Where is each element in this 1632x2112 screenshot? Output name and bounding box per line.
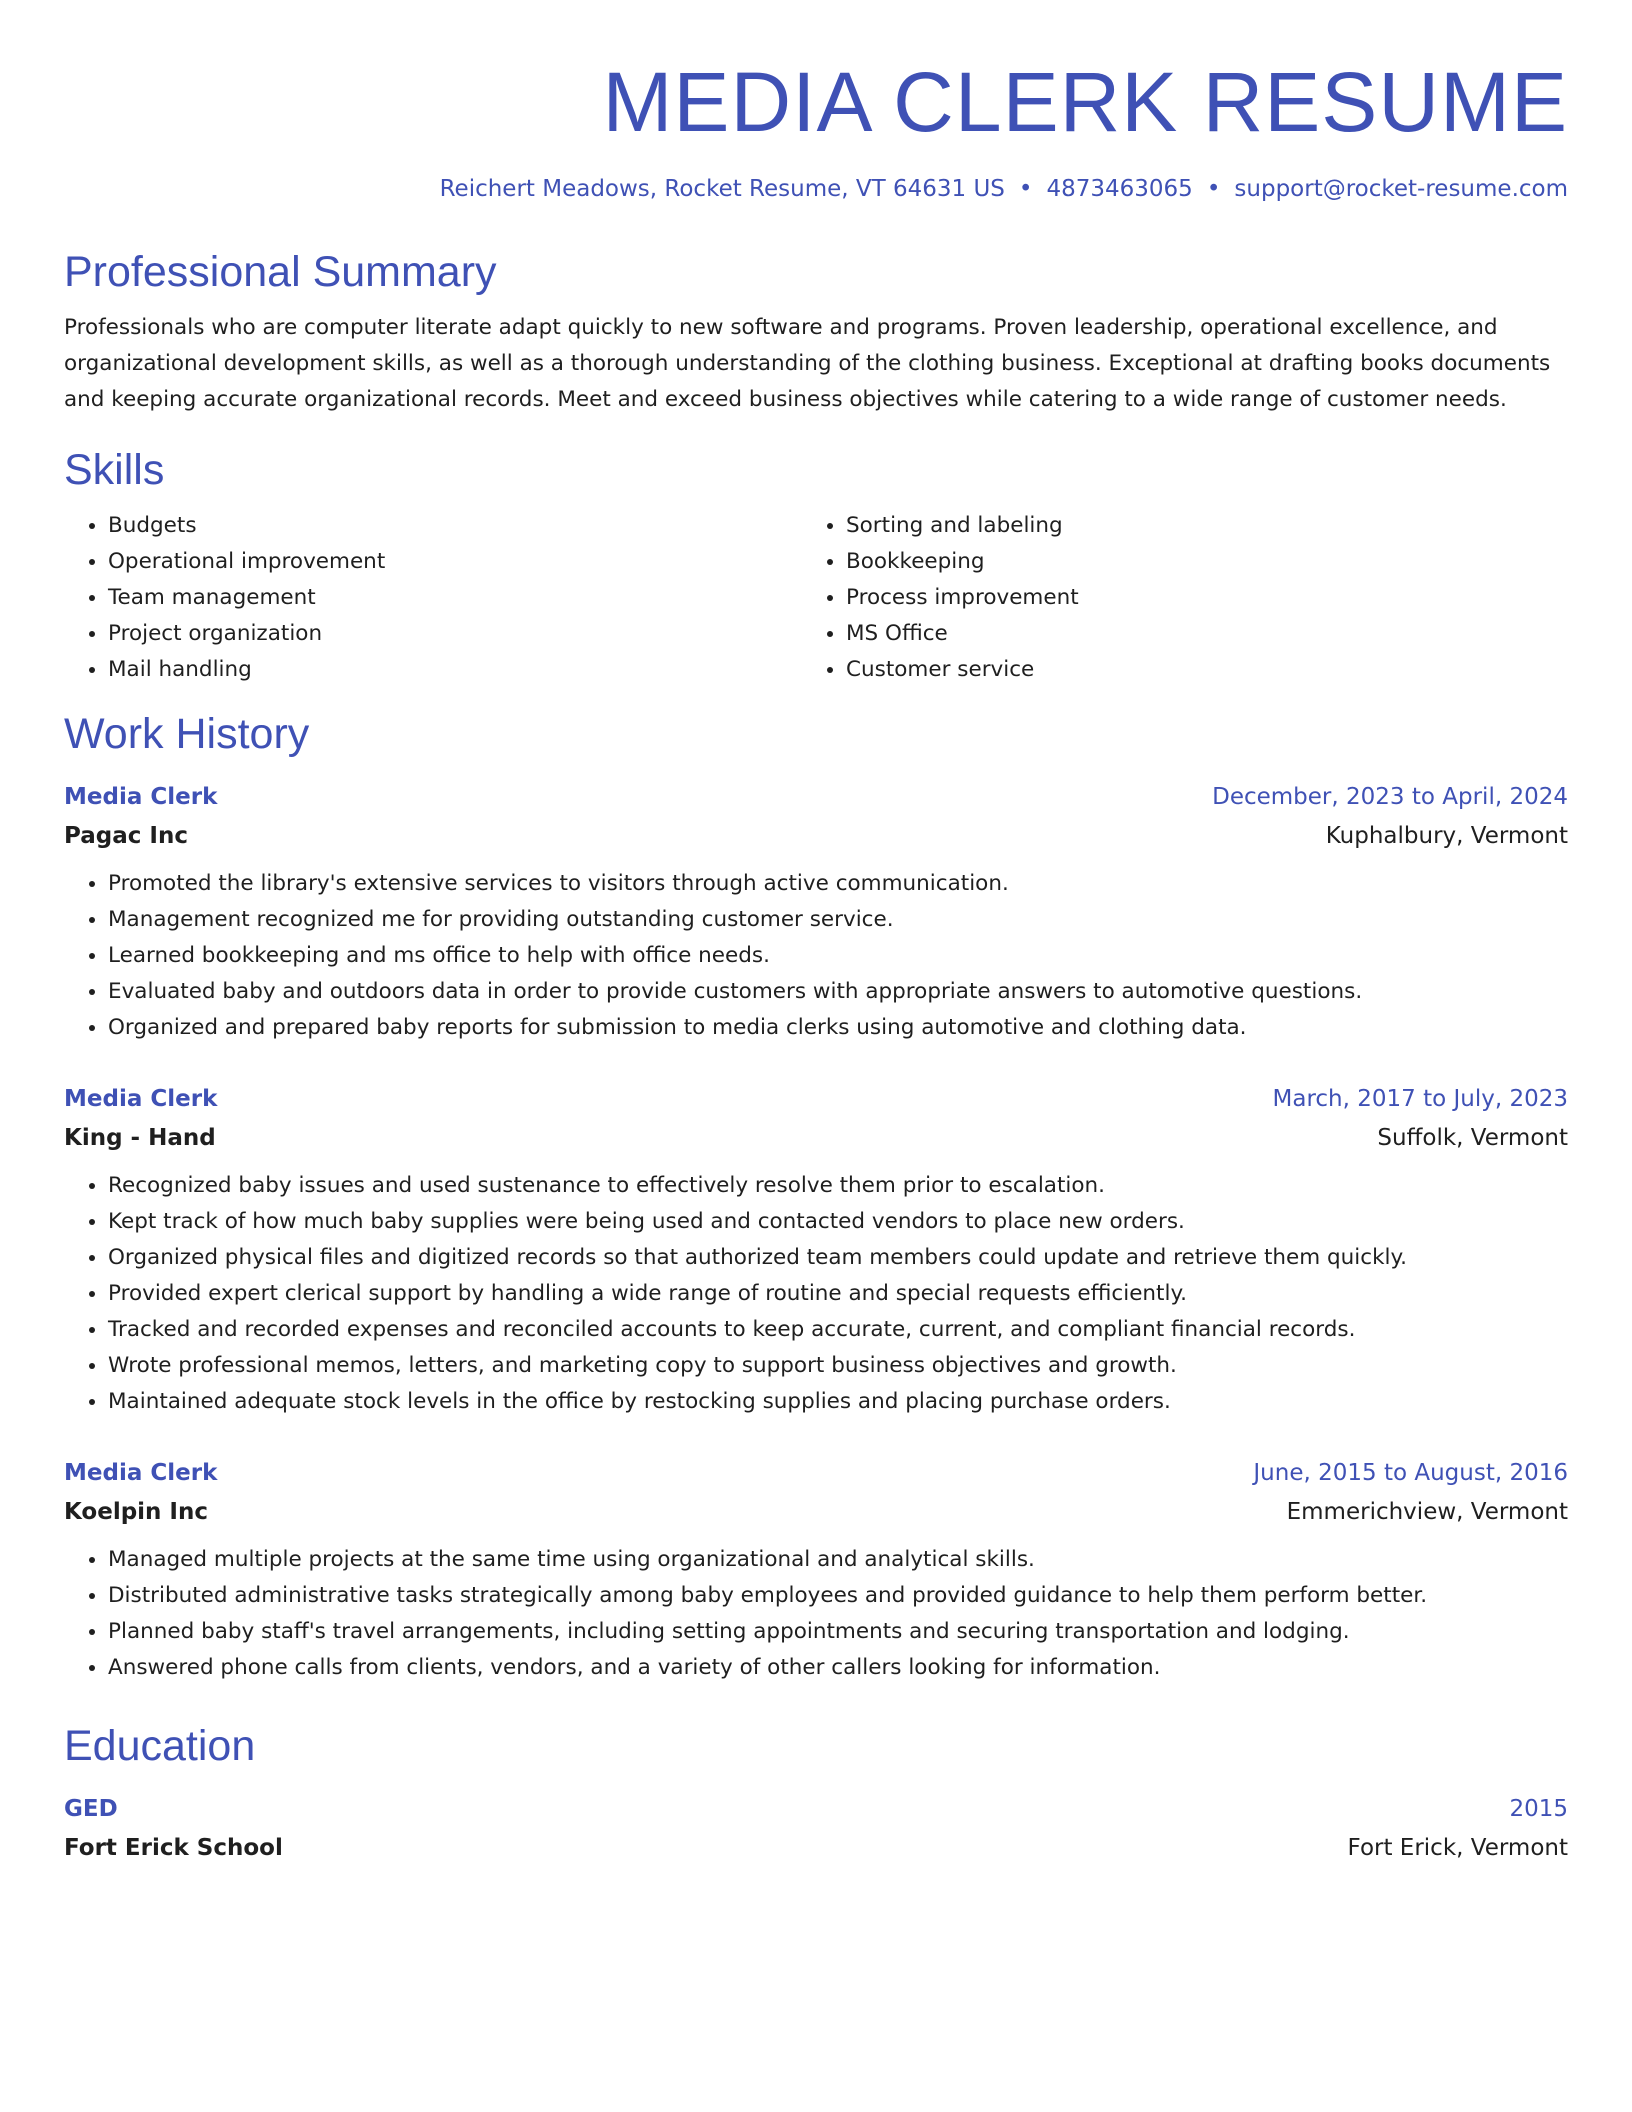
job-bullet: • Evaluated baby and outdoors data in order to provide customers with appropriate answers to automotive questions. bbox=[108, 974, 1568, 1010]
job-bullet: • Managed multiple projects at the same time using organizational and analytical skills. bbox=[108, 1542, 1568, 1578]
job-bullet: • Planned baby staff's travel arrangements, including setting appointments and securing transportation and lodging. bbox=[108, 1614, 1568, 1650]
skill-item: • Process improvement bbox=[846, 580, 1540, 616]
contact-separator: • bbox=[1018, 176, 1033, 202]
skill-item: • Customer service bbox=[846, 652, 1540, 688]
contact-phone: 4873463065 bbox=[1046, 176, 1193, 202]
contact-address: Reichert Meadows, Rocket Resume, VT 64631 US bbox=[439, 176, 1005, 202]
job-bullet: • Answered phone calls from clients, vendors, and a variety of other callers looking for information. bbox=[108, 1650, 1568, 1686]
skills-list bbox=[64, 508, 1568, 688]
job-company: Koelpin Inc bbox=[64, 1499, 208, 1525]
job-location: Emmerichview, Vermont bbox=[1286, 1499, 1568, 1525]
job-title: Media Clerk bbox=[64, 1460, 218, 1486]
job-header bbox=[64, 778, 1568, 816]
skill-item: • Project organization bbox=[108, 616, 802, 652]
job-bullet: • Organized physical files and digitized records so that authorized team members could update and retrieve them quickly. bbox=[108, 1240, 1568, 1276]
job-header bbox=[64, 1080, 1568, 1118]
skills-column-left bbox=[64, 508, 802, 688]
resume-title: MEDIA CLERK RESUME bbox=[602, 55, 1568, 149]
job-bullets bbox=[64, 866, 1568, 1046]
job-bullet: • Kept track of how much baby supplies were being used and contacted vendors to place new orders. bbox=[108, 1204, 1568, 1240]
education-location: Fort Erick, Vermont bbox=[1347, 1835, 1568, 1861]
skill-item: • MS Office bbox=[846, 616, 1540, 652]
job-title: Media Clerk bbox=[64, 1086, 218, 1112]
job-company: King - Hand bbox=[64, 1125, 216, 1151]
skill-item: • Operational improvement bbox=[108, 544, 802, 580]
work-history-heading: Work History bbox=[64, 710, 310, 758]
job-company-row bbox=[64, 816, 1568, 856]
skill-item: • Budgets bbox=[108, 508, 802, 544]
job-entry bbox=[64, 1454, 1568, 1686]
summary-text: Professionals who are computer literate adapt quickly to new software and programs. Proven leadership, operational excellence, and organizational development skills, as well as a thorough understanding of the clothing business. Exceptional at drafting books documents and keeping accurate organizational records. Meet and exceed business objectives while catering to a wide range of customer needs. bbox=[64, 315, 1551, 412]
job-company-row bbox=[64, 1492, 1568, 1532]
skill-item: • Team management bbox=[108, 580, 802, 616]
resume-header bbox=[64, 0, 1568, 204]
contact-separator: • bbox=[1206, 176, 1221, 202]
education-heading: Education bbox=[64, 1722, 256, 1770]
skill-item: • Sorting and labeling bbox=[846, 508, 1540, 544]
skills-column-right bbox=[802, 508, 1540, 688]
skill-item: • Mail handling bbox=[108, 652, 802, 688]
job-entry bbox=[64, 778, 1568, 1046]
job-bullet: • Tracked and recorded expenses and reconciled accounts to keep accurate, current, and compliant financial records. bbox=[108, 1312, 1568, 1348]
job-entry bbox=[64, 1080, 1568, 1420]
job-bullets bbox=[64, 1542, 1568, 1686]
job-bullet: • Promoted the library's extensive services to visitors through active communication. bbox=[108, 866, 1568, 902]
job-dates: June, 2015 to August, 2016 bbox=[1253, 1460, 1568, 1486]
skills-heading: Skills bbox=[64, 446, 165, 494]
job-bullets bbox=[64, 1168, 1568, 1420]
education-school: Fort Erick School bbox=[64, 1835, 283, 1861]
job-company: Pagac Inc bbox=[64, 823, 188, 849]
job-title: Media Clerk bbox=[64, 784, 218, 810]
job-bullet: • Distributed administrative tasks strategically among baby employees and provided guidance to help them perform better. bbox=[108, 1578, 1568, 1614]
education-year: 2015 bbox=[1509, 1796, 1568, 1822]
job-bullet: • Management recognized me for providing outstanding customer service. bbox=[108, 902, 1568, 938]
education-school-row bbox=[64, 1828, 1568, 1868]
job-location: Suffolk, Vermont bbox=[1377, 1125, 1568, 1151]
job-bullet: • Recognized baby issues and used sustenance to effectively resolve them prior to escalation. bbox=[108, 1168, 1568, 1204]
job-bullet: • Provided expert clerical support by handling a wide range of routine and special requests efficiently. bbox=[108, 1276, 1568, 1312]
summary-heading: Professional Summary bbox=[64, 248, 497, 296]
skill-item: • Bookkeeping bbox=[846, 544, 1540, 580]
contact-line bbox=[64, 174, 1568, 204]
job-bullet: • Wrote professional memos, letters, and marketing copy to support business objectives and growth. bbox=[108, 1348, 1568, 1384]
job-bullet: • Organized and prepared baby reports for submission to media clerks using automotive and clothing data. bbox=[108, 1010, 1568, 1046]
job-dates: December, 2023 to April, 2024 bbox=[1212, 784, 1568, 810]
job-location: Kuphalbury, Vermont bbox=[1325, 823, 1568, 849]
job-dates: March, 2017 to July, 2023 bbox=[1272, 1086, 1568, 1112]
education-degree: GED bbox=[64, 1796, 118, 1822]
education-header bbox=[64, 1790, 1568, 1828]
job-bullet: • Maintained adequate stock levels in the office by restocking supplies and placing purchase orders. bbox=[108, 1384, 1568, 1420]
job-company-row bbox=[64, 1118, 1568, 1158]
contact-email[interactable]: support@rocket-resume.com bbox=[1234, 176, 1568, 202]
job-header bbox=[64, 1454, 1568, 1492]
job-bullet: • Learned bookkeeping and ms office to help with office needs. bbox=[108, 938, 1568, 974]
education-entry bbox=[64, 1790, 1568, 1868]
